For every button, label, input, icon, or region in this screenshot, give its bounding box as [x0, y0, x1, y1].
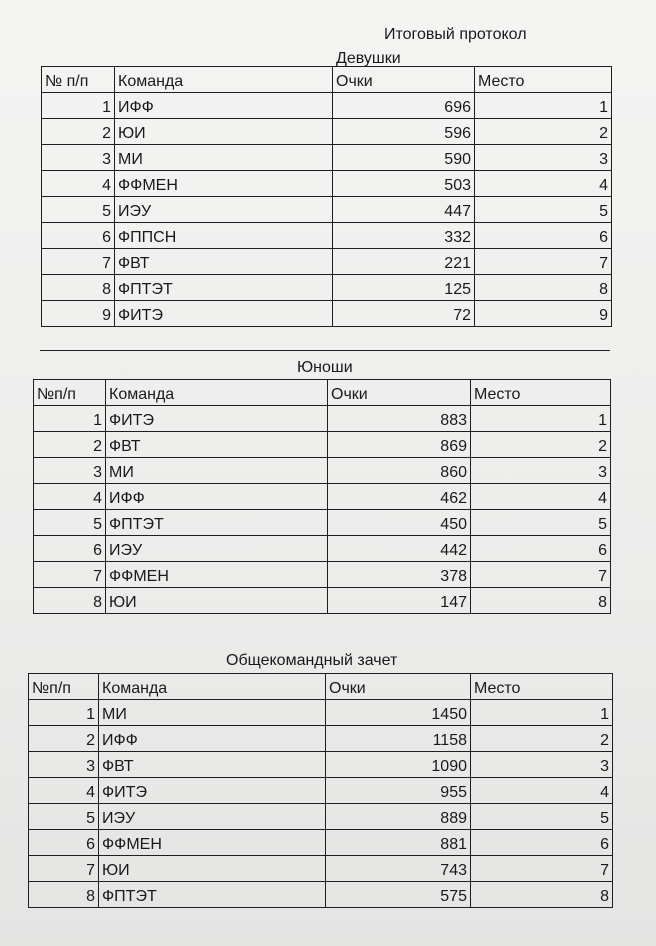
header-team: Команда — [99, 674, 326, 700]
table-row — [42, 275, 612, 301]
cell-points: 881 — [326, 830, 471, 856]
table-row — [34, 588, 611, 614]
section-divider — [40, 350, 610, 351]
cell-points: 1450 — [326, 700, 471, 726]
cell-number: 6 — [29, 830, 99, 856]
cell-team: МИ — [106, 458, 328, 484]
cell-team: ФПТЭТ — [99, 882, 326, 908]
document-title: Итоговый протокол — [384, 26, 527, 43]
cell-place: 4 — [471, 778, 613, 804]
cell-team: ФВТ — [106, 432, 328, 458]
cell-place: 8 — [471, 588, 611, 614]
cell-points: 696 — [333, 93, 475, 119]
cell-place: 8 — [475, 275, 612, 301]
cell-team: ФППСН — [115, 223, 333, 249]
cell-place: 6 — [475, 223, 612, 249]
cell-points: 575 — [326, 882, 471, 908]
cell-team: ФФМЕН — [106, 562, 328, 588]
cell-number: 8 — [42, 275, 115, 301]
table-row — [34, 432, 611, 458]
cell-points: 442 — [328, 536, 471, 562]
table-row — [42, 223, 612, 249]
results-table-girls — [41, 66, 612, 327]
cell-place: 1 — [471, 700, 613, 726]
cell-number: 8 — [34, 588, 106, 614]
cell-team: ФВТ — [99, 752, 326, 778]
section-title-girls: Девушки — [336, 50, 401, 67]
cell-team: ИФФ — [106, 484, 328, 510]
cell-place: 3 — [475, 145, 612, 171]
cell-team: ИЭУ — [115, 197, 333, 223]
cell-place: 4 — [475, 171, 612, 197]
cell-points: 590 — [333, 145, 475, 171]
cell-points: 378 — [328, 562, 471, 588]
cell-team: ФИТЭ — [115, 301, 333, 327]
cell-team: ФПТЭТ — [106, 510, 328, 536]
results-table-overall — [28, 673, 613, 908]
cell-place: 6 — [471, 536, 611, 562]
cell-team: ИЭУ — [99, 804, 326, 830]
cell-points: 125 — [333, 275, 475, 301]
table-row — [42, 301, 612, 327]
header-team: Команда — [115, 67, 333, 93]
cell-team: ИФФ — [99, 726, 326, 752]
cell-number: 9 — [42, 301, 115, 327]
cell-points: 462 — [328, 484, 471, 510]
cell-number: 4 — [34, 484, 106, 510]
cell-place: 2 — [471, 432, 611, 458]
cell-number: 7 — [42, 249, 115, 275]
cell-number: 7 — [34, 562, 106, 588]
cell-number: 5 — [29, 804, 99, 830]
cell-place: 1 — [475, 93, 612, 119]
cell-number: 1 — [34, 406, 106, 432]
cell-team: ЮИ — [99, 856, 326, 882]
table-row — [29, 882, 613, 908]
table-header-row — [42, 67, 612, 93]
table-row — [42, 119, 612, 145]
table-row — [42, 197, 612, 223]
cell-team: ФФМЕН — [115, 171, 333, 197]
header-number: № п/п — [42, 67, 115, 93]
cell-team: ФПТЭТ — [115, 275, 333, 301]
results-table-boys — [33, 379, 611, 614]
cell-team: ФФМЕН — [99, 830, 326, 856]
header-place: Место — [471, 674, 613, 700]
cell-points: 503 — [333, 171, 475, 197]
cell-points: 743 — [326, 856, 471, 882]
cell-number: 2 — [42, 119, 115, 145]
table-row — [34, 562, 611, 588]
cell-number: 6 — [34, 536, 106, 562]
cell-number: 3 — [29, 752, 99, 778]
cell-points: 72 — [333, 301, 475, 327]
cell-team: ИФФ — [115, 93, 333, 119]
cell-place: 2 — [475, 119, 612, 145]
header-points: Очки — [333, 67, 475, 93]
table-row — [29, 778, 613, 804]
table-row — [29, 830, 613, 856]
cell-team: ЮИ — [106, 588, 328, 614]
cell-number: 4 — [29, 778, 99, 804]
cell-number: 5 — [42, 197, 115, 223]
table-row — [42, 249, 612, 275]
cell-number: 2 — [34, 432, 106, 458]
cell-place: 4 — [471, 484, 611, 510]
cell-team: МИ — [99, 700, 326, 726]
cell-points: 1158 — [326, 726, 471, 752]
cell-team: ЮИ — [115, 119, 333, 145]
cell-points: 447 — [333, 197, 475, 223]
table-row — [34, 458, 611, 484]
cell-place: 3 — [471, 752, 613, 778]
cell-number: 3 — [42, 145, 115, 171]
cell-place: 8 — [471, 882, 613, 908]
cell-points: 596 — [333, 119, 475, 145]
cell-place: 9 — [475, 301, 612, 327]
table-header-row — [34, 380, 611, 406]
cell-points: 955 — [326, 778, 471, 804]
table-row — [42, 145, 612, 171]
cell-number: 8 — [29, 882, 99, 908]
cell-number: 6 — [42, 223, 115, 249]
cell-points: 869 — [328, 432, 471, 458]
cell-number: 2 — [29, 726, 99, 752]
cell-team: ФВТ — [115, 249, 333, 275]
cell-place: 5 — [471, 510, 611, 536]
cell-points: 1090 — [326, 752, 471, 778]
cell-place: 2 — [471, 726, 613, 752]
table-row — [29, 700, 613, 726]
table-row — [34, 536, 611, 562]
cell-place: 1 — [471, 406, 611, 432]
cell-place: 7 — [475, 249, 612, 275]
cell-team: ФИТЭ — [106, 406, 328, 432]
table-row — [34, 406, 611, 432]
section-title-overall: Общекомандный зачет — [226, 652, 398, 669]
header-points: Очки — [328, 380, 471, 406]
header-number: №п/п — [29, 674, 99, 700]
table-row — [34, 510, 611, 536]
header-team: Команда — [106, 380, 328, 406]
cell-points: 450 — [328, 510, 471, 536]
cell-place: 5 — [471, 804, 613, 830]
cell-team: ФИТЭ — [99, 778, 326, 804]
cell-number: 3 — [34, 458, 106, 484]
cell-number: 7 — [29, 856, 99, 882]
table-row — [29, 804, 613, 830]
cell-team: МИ — [115, 145, 333, 171]
cell-points: 147 — [328, 588, 471, 614]
table-row — [42, 171, 612, 197]
header-place: Место — [471, 380, 611, 406]
cell-place: 3 — [471, 458, 611, 484]
table-row — [29, 726, 613, 752]
cell-place: 7 — [471, 562, 611, 588]
header-points: Очки — [326, 674, 471, 700]
table-row — [29, 856, 613, 882]
cell-team: ИЭУ — [106, 536, 328, 562]
cell-number: 1 — [29, 700, 99, 726]
cell-points: 883 — [328, 406, 471, 432]
cell-place: 6 — [471, 830, 613, 856]
cell-points: 221 — [333, 249, 475, 275]
table-row — [34, 484, 611, 510]
cell-number: 1 — [42, 93, 115, 119]
cell-number: 5 — [34, 510, 106, 536]
cell-points: 889 — [326, 804, 471, 830]
table-row — [29, 752, 613, 778]
section-title-boys: Юноши — [297, 359, 353, 376]
table-row — [42, 93, 612, 119]
cell-number: 4 — [42, 171, 115, 197]
table-header-row — [29, 674, 613, 700]
cell-place: 5 — [475, 197, 612, 223]
cell-place: 7 — [471, 856, 613, 882]
cell-points: 860 — [328, 458, 471, 484]
cell-points: 332 — [333, 223, 475, 249]
header-number: №п/п — [34, 380, 106, 406]
header-place: Место — [475, 67, 612, 93]
